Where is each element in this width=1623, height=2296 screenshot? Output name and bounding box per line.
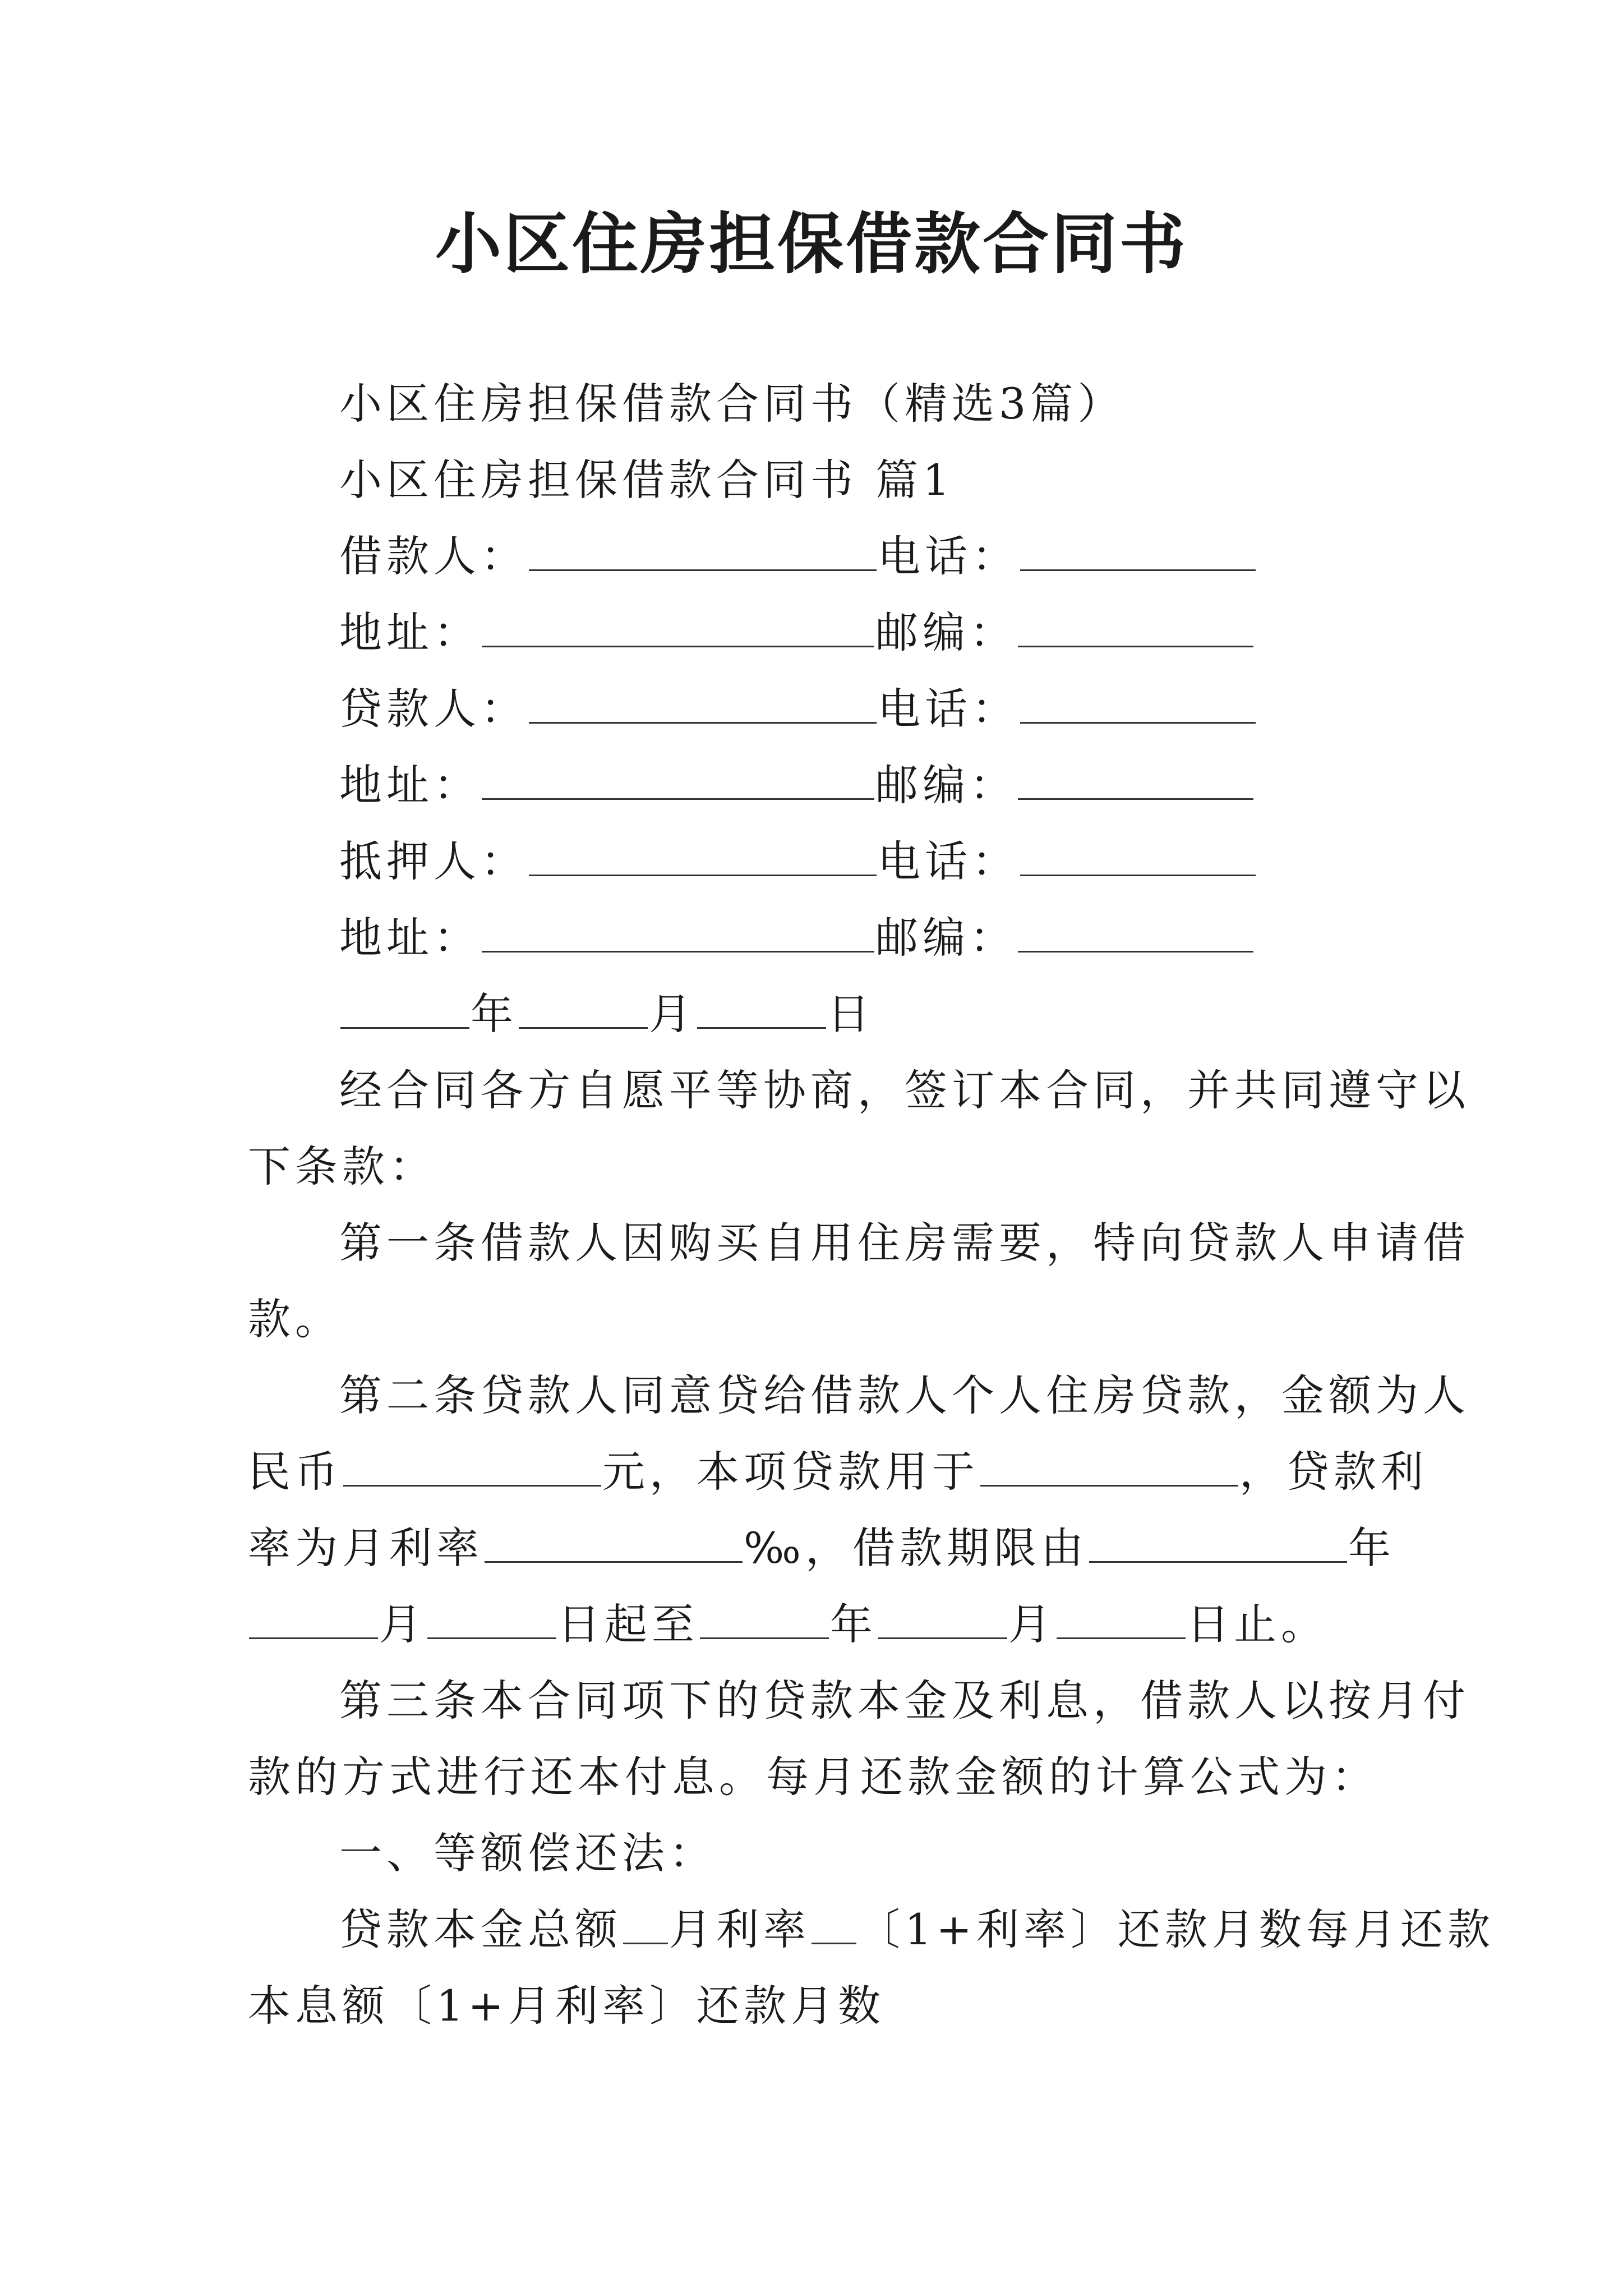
borrower-zip-blank [1018, 606, 1253, 647]
article3-line-2: 款的方式进行还本付息。每月还款金额的计算公式为： [248, 1752, 1378, 1802]
article2-text: 月 [379, 1599, 426, 1649]
article2-text: 日止。 [1187, 1599, 1328, 1649]
article2-line-1: 第二条贷款人同意贷给借款人个人住房贷款，金额为人 [339, 1370, 1470, 1420]
borrower-address-label: 地址： [339, 608, 481, 657]
mortgagor-address-label: 地址： [339, 913, 481, 963]
start-year-blank [1089, 1522, 1347, 1563]
lender-label: 贷款人： [339, 684, 528, 734]
article1-line-2: 款。 [248, 1294, 342, 1344]
document-title: 小区住房担保借款合同书 [435, 205, 1188, 283]
section-title: 小区住房担保借款合同书 篇1 [339, 455, 955, 505]
mortgagor-phone-label: 电话： [878, 836, 1019, 886]
mortgagor-label: 抵押人： [339, 836, 528, 886]
formula-blank-2 [811, 1903, 856, 1944]
article2-text: 民币 [248, 1447, 342, 1497]
intro-line-2: 下条款： [248, 1142, 436, 1191]
month-blank [519, 988, 648, 1029]
lender-zip-blank [1018, 759, 1253, 800]
article2-line-2 [248, 1444, 1428, 1500]
article2-text: 月 [1008, 1599, 1055, 1649]
article2-line-3 [248, 1520, 1395, 1576]
formula-line-1 [339, 1902, 1495, 1958]
date-line [339, 986, 874, 1042]
mortgagor-zip-blank [1018, 912, 1253, 953]
day-label: 日 [827, 989, 874, 1039]
mortgagor-address-blank [482, 912, 874, 953]
lender-zip-label: 邮编： [875, 760, 1017, 810]
interest-rate-blank [485, 1522, 743, 1563]
borrower-phone-label: 电话： [878, 531, 1019, 581]
formula-line-2: 本息额〔1+月利率〕还款月数 [248, 1981, 886, 2031]
year-blank [340, 988, 469, 1029]
lender-address-label: 地址： [339, 760, 481, 810]
party-row-borrower [339, 528, 1257, 585]
formula-text: 月利率 [669, 1904, 810, 1954]
article3-line-1: 第三条本合同项下的贷款本金及利息，借款人以按月付 [339, 1676, 1470, 1726]
borrower-zip-label: 邮编： [875, 608, 1017, 657]
lender-blank [529, 683, 877, 724]
subtitle: 小区住房担保借款合同书（精选3篇） [339, 379, 1125, 429]
party-row-borrower-address [339, 605, 1255, 661]
article2-text: 率为月利率 [248, 1523, 483, 1573]
method1-heading: 一、等额偿还法： [339, 1828, 716, 1878]
article2-text: 元，本项贷款用于 [602, 1447, 979, 1497]
month-label: 月 [649, 989, 696, 1039]
start-day-blank [427, 1598, 556, 1639]
article1-line-1: 第一条借款人因购买自用住房需要，特向贷款人申请借 [339, 1218, 1470, 1268]
party-row-lender-address [339, 757, 1255, 813]
article2-text: ，贷款利 [1239, 1447, 1428, 1497]
start-month-blank [249, 1598, 378, 1639]
lender-address-blank [482, 759, 874, 800]
end-day-blank [1057, 1598, 1186, 1639]
party-row-mortgagor-address [339, 910, 1255, 966]
party-row-lender [339, 681, 1257, 737]
article2-line-4 [248, 1596, 1328, 1653]
borrower-blank [529, 530, 877, 571]
article2-text: 日起至 [557, 1599, 699, 1649]
article2-text: 年 [1348, 1523, 1395, 1573]
end-year-blank [700, 1598, 829, 1639]
day-blank [697, 988, 826, 1029]
mortgagor-blank [529, 835, 877, 876]
article2-text: ‰，借款期限由 [744, 1523, 1088, 1573]
amount-blank [343, 1446, 601, 1487]
article2-text: 年 [830, 1599, 877, 1649]
lender-phone-blank [1020, 683, 1256, 724]
formula-blank-1 [623, 1903, 668, 1944]
intro-line-1: 经合同各方自愿平等协商，签订本合同，并共同遵守以 [339, 1065, 1470, 1115]
formula-text: 〔1+利率〕还款月数每月还款 [857, 1904, 1495, 1954]
borrower-address-blank [482, 606, 874, 647]
borrower-label: 借款人： [339, 531, 528, 581]
borrower-phone-blank [1020, 530, 1256, 571]
year-label: 年 [471, 989, 518, 1039]
party-row-mortgagor [339, 834, 1257, 890]
mortgagor-zip-label: 邮编： [875, 913, 1017, 963]
formula-text: 贷款本金总额 [339, 1904, 622, 1954]
lender-phone-label: 电话： [878, 684, 1019, 734]
end-month-blank [878, 1598, 1007, 1639]
mortgagor-phone-blank [1020, 835, 1256, 876]
purpose-blank [980, 1446, 1238, 1487]
